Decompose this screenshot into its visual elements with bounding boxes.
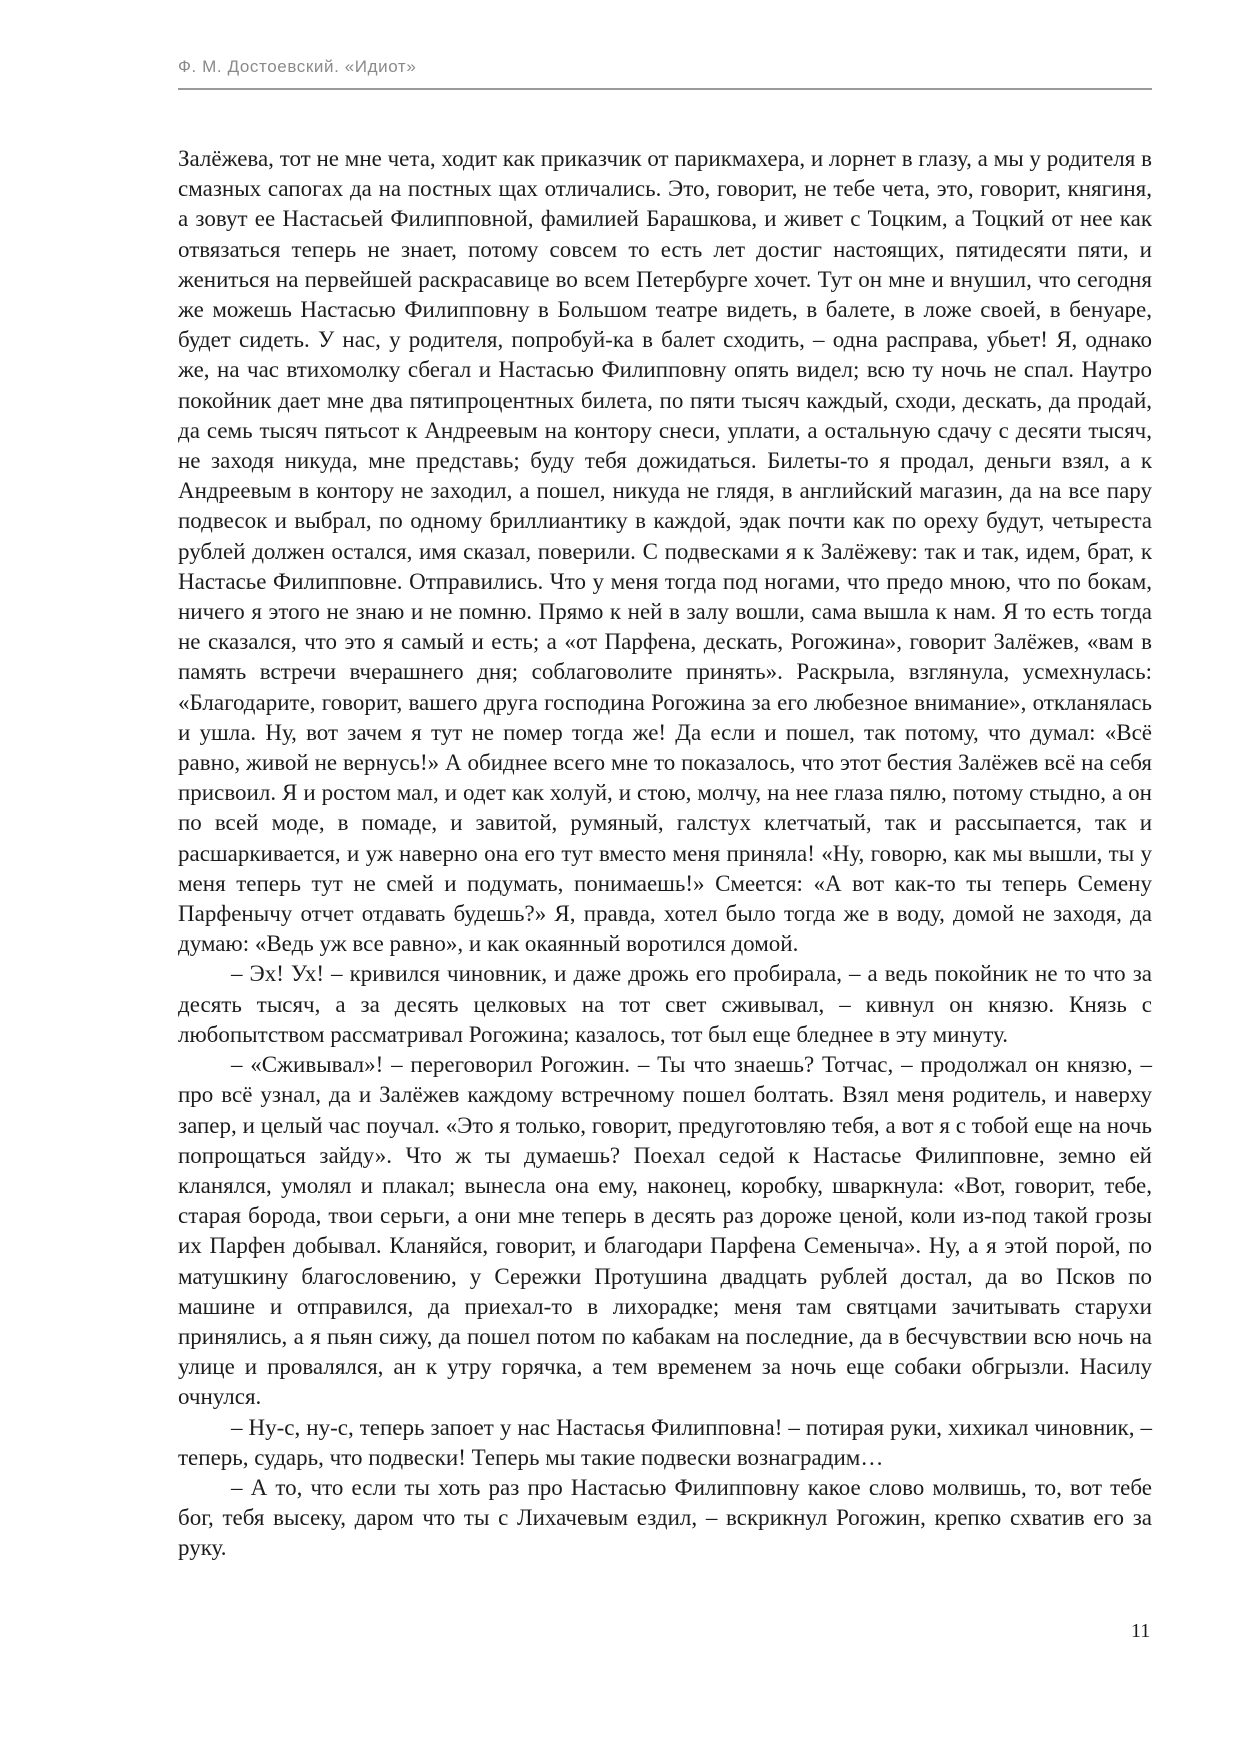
body-text	[178, 144, 1152, 1564]
running-head: Ф. М. Достоевский. «Идиот»	[178, 57, 417, 76]
paragraph: – «Сживывал»! – переговорил Рогожин. – Ты что знаешь? Тотчас, – продолжал он князю, – про всё узнал, да и Залёжев каждому встречному пошел болтать. Взял меня родитель, и наверху запер, и целый час поучал. «Это я только, говорит, предуготовляю тебя, а вот я с тобой еще на ночь попрощаться зайду». Что ж ты думаешь? Поехал седой к Настасье Филипповне, земно ей кланялся, умолял и плакал; вынесла она ему, наконец, коробку, шваркнула: «Вот, говорит, тебе, старая борода, твои серьги, а они мне теперь в десять раз дороже ценой, коли из-под такой грозы их Парфен добывал. Кланяйся, говорит, и благодари Парфена Семеныча». Ну, а я этой порой, по матушкину благословению, у Сережки Протушина двадцать рублей достал, да во Псков по машине и отправился, да приехал-то в лихорадке; меня там святцами зачитывать старухи принялись, а я пьян сижу, да пошел потом по кабакам на последние, да в бесчувствии всю ночь на улице и провалялся, ан к утру горячка, а тем временем за ночь еще собаки обгрызли. Насилу очнулся.	[178, 1052, 1152, 1410]
paragraph: – Эх! Ух! – кривился чиновник, и даже дрожь его пробирала, – а ведь покойник не то что за десять тысяч, а за десять целковых на тот свет сживывал, – кивнул он князю. Князь с любопытством рассматривал Рогожина; казалось, тот был еще бледнее в эту минуту.	[178, 961, 1152, 1047]
paragraph: – А то, что если ты хоть раз про Настасью Филипповну какое слово молвишь, то, вот тебе бог, тебя высеку, даром что ты с Лихачевым ездил, – вскрикнул Рогожин, крепко схватив его за руку.	[178, 1474, 1152, 1561]
paragraph: – Ну-с, ну-с, теперь запоет у нас Настасья Филипповна! – потирая руки, хихикал чиновник, – теперь, сударь, что подвески! Теперь мы такие подвески вознаградим…	[178, 1414, 1152, 1470]
header-rule	[178, 88, 1152, 90]
page-number: 11	[1131, 1620, 1151, 1642]
paragraph-continuation: Залёжева, тот не мне чета, ходит как приказчик от парикмахера, и лорнет в глазу, а мы у родителя в смазных сапогах да на постных щах отличались. Это, говорит, не тебе чета, это, говорит, княгиня, а зовут ее Настасьей Филипповной, фамилией Барашкова, и живет с Тоцким, а Тоцкий от нее как отвязаться теперь не знает, потому совсем то есть лет достиг настоящих, пятидесяти пяти, и жениться на первейшей раскрасавице во всем Петербурге хочет. Тут он мне и внушил, что сегодня же можешь Настасью Филипповну в Большом театре видеть, в балете, в ложе своей, в бенуаре, будет сидеть. У нас, у родителя, попробуй-ка в балет сходить, – одна расправа, убьет! Я, однако же, на час втихомолку сбегал и Настасью Филипповну опять видел; всю ту ночь не спал. Наутро покойник дает мне два пятипроцентных билета, по пяти тысяч каждый, сходи, дескать, да продай, да семь тысяч пятьсот к Андреевым на контору снеси, уплати, а остальную сдачу с десяти тысяч, не заходя никуда, мне представь; буду тебя дожидаться. Билеты-то я продал, деньги взял, а к Андреевым в контору не заходил, а пошел, никуда не глядя, в английский магазин, да на все пару подвесок и выбрал, по одному бриллиантику в каждой, эдак почти как по ореху будут, четыреста рублей должен остался, имя сказал, поверили. С подвесками я к Залёжеву: так и так, идем, брат, к Настасье Филипповне. Отправились. Что у меня тогда под ногами, что предо мною, что по бокам, ничего я этого не знаю и не помню. Прямо к ней в залу вошли, сама вышла к нам. Я то есть тогда не сказался, что это я самый и есть; а «от Парфена, дескать, Рогожина», говорит Залёжев, «вам в память встречи вчерашнего дня; соблаговолите принять». Раскрыла, взглянула, усмехнулась: «Благодарите, говорит, вашего друга господина Рогожина за его любезное внимание», откланялась и ушла. Ну, вот зачем я тут не помер тогда же! Да если и пошел, так потому, что думал: «Всё равно, живой не вернусь!» А обиднее всего мне то показалось, что этот бестия Залёжев всё на себя присвоил. Я и ростом мал, и одет как холуй, и стою, молчу, на нее глаза пялю, потому стыдно, а он по всей моде, в помаде, и завитой, румяный, галстух клетчатый, так и рассыпается, так и расшаркивается, и уж наверно она его тут вместо меня приняла! «Ну, говорю, как мы вышли, ты у меня теперь тут не смей и подумать, понимаешь!» Смеется: «А вот как-то ты теперь Семену Парфенычу отчет отдавать будешь?» Я, правда, хотел было тогда же в воду, домой не заходя, да думаю: «Ведь уж все равно», и как окаянный воротился домой.	[178, 146, 1152, 957]
